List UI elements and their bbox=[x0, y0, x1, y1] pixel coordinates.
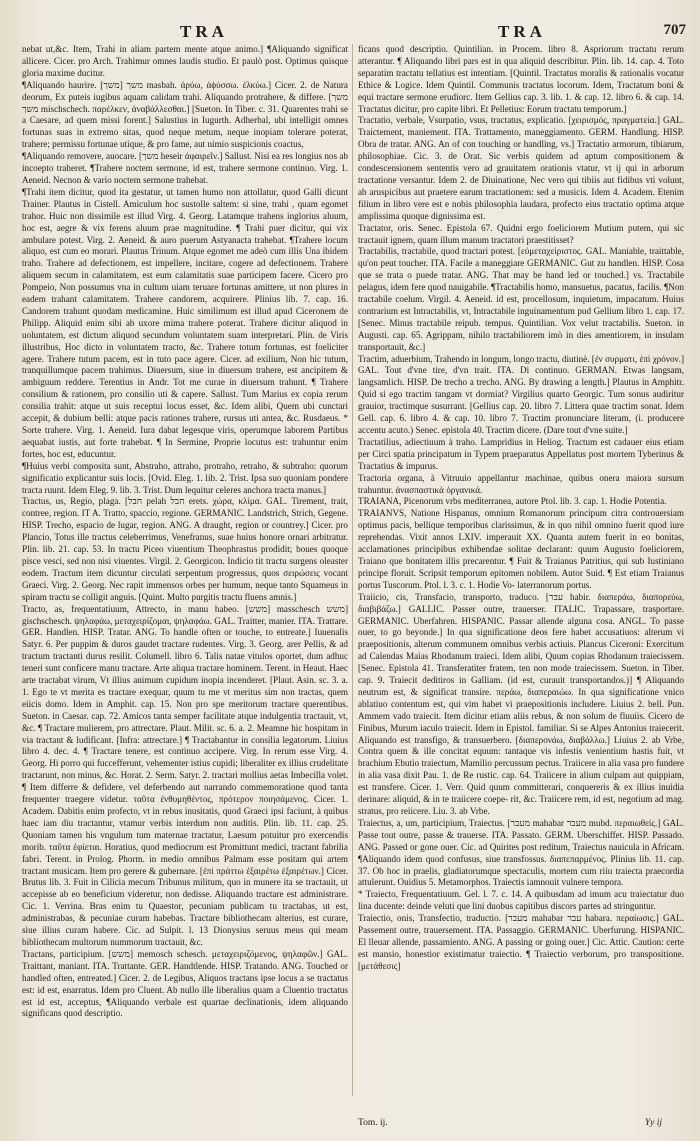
running-header bbox=[20, 22, 686, 42]
left-column bbox=[22, 44, 348, 1096]
column-divider bbox=[352, 44, 353, 1096]
entry-paragraph: ficans quod descriptio. Quintilian. in Procem. libro 8. Aspriorum tractatu rerum atterantur. ¶ Aliquando libri pars est in qua aliquid describitur. Plin. lib. 14. cap. 4. Toto separatim tractatu tellatius est intentiam. [Quintil. Tractatus moralis & rationalis vocatur Ethice & Logice. Idem Quintil. Communis tractatus locorum. Idem, Tractatum boni & equi tractare sermone erudiorc. Item Gellius cap. 3. lib. 1. & cap. 12. libro 6. & cap. 14. Tractatus dicitur, pro capite libri. Et Pelletius: Eorum tractatu temporum.] bbox=[358, 44, 684, 114]
entry-paragraph: Tracto, as, frequentatiuum, Attrecto, in manu habeo. [משש] masschesch משש] gischschesch. ψηλαφάω, μεταχειρίζομαι, ψηλαφάω. GAL. Traitter, manier. ITA. Trattare. GER. Handlen. HISP. Tratar. ANG. To handle often or touche, to entreate.] Iuuenalis Satyr. 6. Per puppim & duros gaudet tractare rudentes. Virg. 3. Georg. arer Pellis, & ad tractum tractanti durus resilit. Columell. libro 6. Talis natae vitulos oportet, dum adhuc teneri sunt conficere manu tractare. Arte aliqua tractare hominem. Terent. in Heaut. Haec arte tractabat virum, Vt illius animum cupidum inopia incenderet. [Plaut. Asin. sc. 3. a. 1. Ego te vt merita es tractare exequar, quum tu me vt meritus sim non tractas, quem eiicis domo. Idem in Amphit. cap. 15. Non pro spe meritorum tractare querentibus. Sueton. in Caesar. cap. 72. Amicos tanta semper facilitate atque indulgentia tractauit, vt, &c. ¶ Tractare mulierem, pro attrectare. Plaut. Milit. sc. 6. a. 2. Meamne hic hospitam in via tractant & ludificant. [Infra: attrectare.] ¶ Tractabantur in consilia legatorum. Liuius libro 4. dec. 4. ¶ Tractare tenere, est continuo accipere. Virg. In rerum esse Virg. 4. Georg. Hi porro qui fuccefferunt, vehementer istius cupidi; liberaliter ex illius crudelitate tractarunt, non minus, &c. Horat. 2. Serm. Satyr. 2. tractari mollius aetas Imbecilla volet. ¶ Item differre & defidere, vel deferbendo aut narrando commemoratione quod tanta frequenter traegere videtur. ταῦτα ἐνθυμηθέντος, πρότερον ποιησάμενος. Cicer. 1. Academ. Dabitis enim profecto, vt in rebus inusitatis, quod Graeci ipsi faciunt, à quibus haec iam diu tractantur, vtamur verbis interdum non auditis. Plin. lib. 11. cap. 25. Quoniam tamen his vngulum tum maternae tractatur, Laesum potuitur pro exercendis morib. ταῦτα ἐφίεται. Horatius, quod mediocrum est Promittunt medici, tractant fabrilia fabri. Terent. in Prolog. Phorm. in medio omnibus Palmam esse positam qui artem tractant musicam. Item pro gerere & gubernare. [ἐπὶ πράττω ἐξαιρέτω ἐξαιρέτων.] Cicer. Brutus lib. 3. Fuit in Cilicia mecum Tribunus militum, quo in munere ita se tractauit, ut accepisse ab eo beneficium videretur, non dedisse. Aliquando tractare est administrare. Cic. 1. Verrina. Bras enim tu Quaestor, pecuniam publicam tu tractabas, ut est, administrabas, & pecuniae curam habebas. Tractare bibliothecam alterius, est curare, siue illius curam habere. Cic. ad Sulpit. l. 13 Dionysius seruus meus qui meam bibliothecam multorum nummorum tractauit, &c. bbox=[22, 603, 348, 947]
entry-paragraph: Tractus, us, Regio, plaga. [חבל pelah חבל erets. χώρα, κλίμα. GAL. Tirement, trait, contree, region. IT A. Tratto, spaccio, regione. GERMANIC. Landstrich, Strich, Gegene. HISP. Trecho, espacio de lugar, region. ANG. A draught, region or countrey.] Cicer. pro Plancio, Totus ille tractus celeberrimus, Venefranus, suae huius honore ornari arbitratur. Plin. lib. 21. cap. 53. In tractu Piceo viuentium Theophrastus prodidit; boues quoque pisce vesci, sed non nisi viuentes. Virgil. 2. Georgicon. Indicio tit tractu surgens oleaster eodem. Tractum item dicuntur circulati serpentum progressus, quos σειρώσεις vocant Graeci. Virg. 2. Georg. Nec rapit immensos orbes per humum, neque tanto Squameus in spiram tractu se colligit anguis. [Quint. Multo purgitis tractu fluens amnis.] bbox=[22, 496, 348, 602]
entry-paragraph: ¶Aliquando haurire. [משך] משך masbah. ἀρύω, ἀϕύσσω. ἐλκύω.] Cicer. 2. de Natura deorum, Ex puteis iugibus aquam calidam trahi. Aliquando protrahere, & differe. [משך משך mischschech. παρέλκεν, ἀναβάλλεσθαι.] [Sueton. In Tiber. c. 31. Quarentes trahi se a Caesare, ad quem missi forent.] Salustius in Iugurth. Adherbal, ubi intelligit omnes fortunas suas in extremo sitas, quod neque metum, neque inopiam tolerare poterat, trahere; permissu fortunae utique, & pro fame, aut nimio suspicionis coactus, bbox=[22, 79, 348, 150]
entry-paragraph: Traiicio, cis, Transfacio, transporto, traduco. [עבר habir. διαπεράω, διαπορεύω, διαβιβάζω.] GALLIC. Passer outre, trauerser. ITALIC. Trapassare, trasportare. GERMANIC. Uberfahren. HISPANIC. Passar allende alguna cosa. ANGL. To passe ouer, to go beyonde.] In qua significatione deos fere habet accusatiuos: alterum vi praepositionis, alterum communem omnibus verbis actiuis. Plancus Ciceroni: Exercitum ad Calendas Maias Rhodanum traieci. Idem alibi, Quum copias Rhodanum traiecissem. [Senec. Epistola 41. Transferatiter fratem, ten non mode traiecissem. Sueton. in Tiber. cap. 9. Traiecit deditiros in Galliam. (id est, curauit transportandos.)] ¶ Aliquando neutrum est, & significat transire. περάω, διαπεραιώω. In qua significatione vnico ablatiuo contentum est, qui vim habet vi praepositionis includere. Liuius 2. bell. Pun. Ammem vado traiecit. Item dicitur etiam aliis rebus, & non solum de fluuiis. Cicero de Finibus, Murum iaculo traiecit. Idem in Epistol. familiar. Si se Alpes Antonius traiecerit. Aliquando est transfigo, & transuerbero. [διαπερονάω, διαβάλλω.] Liuius 2. ab Vrbe, Contra quem & ille concitat equum: tantaque vis infestis venientium hastis fuit, vt brachium Ebutio traiectum, Mamilio percussum pectus. Traiicere in alia vasa pro fundere in alia vasa dixit Pau. 1. de Re rustic. cap. 64. Traiicere in alium culpam aut quippiam, est transfere. Cicer. 1. Verr. Quid quum committerari, conquereris & ex illius inuidia derinare: aliquid, & in te traiicere coepe- rit, &c. Traiicere rem, id est, negotium ad mag. stratus, pro reiicere. Liu. 3. ab Vrbe. bbox=[358, 591, 684, 816]
headword-right: TRA bbox=[498, 22, 546, 41]
entry-paragraph: Traiectus, a, um, participium, Traiectus. [מעבר mahabar מעבר mubd. περαιωθείς.] GAL. Passe tout outre, passe & trauerse. ITA. Passato. GERM. Uberschiffet. HISP. Passado. ANG. Passed or gone ouer. Cic. ad Quirites post reditum, Traiectus nauicula in Africam. ¶Aliquando idem quod confusus, siue transfossus. διαπεπαρμένος. Plinius lib. 11. cap. 37. Ob hoc in praelis, gladiatorumque spectaculis, mortem cum riiu traiecta praecordia attulerunt. Ouidius 5. Metamorphos. Traiectis iamnouit vulnere tempora. bbox=[358, 817, 684, 888]
entry-paragraph: Tractoria organa, à Vitruuio appellantur machinae, quibus onera maiora sursum trahuntur. ἀνασπαστικὰ ὀργανικά. bbox=[358, 472, 684, 495]
entry-paragraph: TRAIANVS, Natione Hispanus, omnium Romanorum principum citra controuersiam optimus pacis, bellique temporibus clarissimus, & in quo nihil omnino fuerit quod iure reprehendas. Vixit annos LXIV. imperauit XX. Quanta autem fuerit in eo bonitas, acclamationes principibus exhibendae solitae declarant: quum Augusto foeliciorem, Traiano que bonitatem illis precarentur. ¶ Fuit & Traianus Patritius, qui sub Iustiniano principe floruit. Scripsit temporum epitomen nobilem. Autor Suid. ¶ Est etiam Traianus portus Tuscorum. Ptol. l. 3. c. 1. Hodie Vo- laterranorum portus. bbox=[358, 508, 684, 590]
entry-paragraph: Tractim, aduerbium, Trahendo in longum, longo tractu, diutinè. [ἐν συρματι, ἐπὶ χρόνον.] GAL. Tout d'vne tire, d'vn trait. ITA. Di continuo. GERMAN. Etwas langsam, langsamlich. HISP. De trecho a trecho. ANG. By drawing a length.] Plautus in Amphitr. Quid si ego tractim tangam vt dormiat? Virgilius quarto Georgic. Tum sonus audiritur grauior, tractimque susurrant. [Gellius cap. 20. libro 7. Littera quae tractim sonat. Idem Gell. cap. 6. libro 4. & cap. 10. libro 7. Tractim pronunciare literam, (i. producere accentu acuto.) Senec. epistola 40. Tractim dicere. (Dare tout d'vne suite.] bbox=[358, 353, 684, 435]
page-footer bbox=[358, 1118, 680, 1132]
entry-paragraph: Tractans, participium. [משש] memosch schesch. μεταχειριζόμενος, ψηλαφῶν.] GAL. Traittant, maniant. ITA. Trattante. GER. Handtlende. HISP. Tratando. ANG. Touched or handled often, entreated.] Cicer. 2. de Legibus, Aliquos tractans ipse locus a se tractatus est: id est, enarratus. Idem pro Cluent. Ab nullo ille liberalius quam a Cluentio tractatus est id est, acceptus, ¶Aliquando verbale est quartae declinationis, idem aliquando significans quod descriptio. bbox=[22, 948, 348, 1019]
page-number: 707 bbox=[663, 22, 686, 38]
catchword: Yy ij bbox=[644, 1118, 662, 1128]
entry-paragraph: Tractatilius, adiectiuum à traho. Lampridius in Heliog. Tractum est cadauer eius etiam per Circi spatia principatum in Typem praeparatus Appellatus post mortem Tyberinus & Tractatius & impurus. bbox=[358, 436, 684, 471]
headword-left: TRA bbox=[180, 22, 228, 41]
signature-mark: Tom. ij. bbox=[358, 1118, 388, 1128]
entry-paragraph: Traiectio, onis, Transfectio, traductio. [מעבר mahabar עבר habara. περαίωσις.] GAL. Passement outre, trauersement. ITA. Passaggio. GERMANIC. Uberfurung. HISPANIC. El lleuar allende, passamiento. ANG. A passing or going ouer.] Cic. Attic. Caution: certe est mansio, honestior existimatur traiectio. ¶ Traiectio verborum, pro transpositione. [μετάθεσις] bbox=[358, 913, 684, 971]
right-column bbox=[358, 44, 684, 1096]
entry-paragraph: * Traiecto, Frequentatiuum. Gel. l. 7. c. 14. A quibusdam ad imum acu traiectatur duo lina ducente: deinde veluti que lini duobus capitibus discors partes ad stringuntur. bbox=[358, 889, 684, 912]
entry-paragraph: Tractatio, verbale, Vsurpatio, vsus, tractatus, explicatio. [χειρισμός, πραγματεία.] GAL. Traictement, maniement. ITA. Trattamento, maneggiamento. GERM. Handlung. HISP. Obra de tratar. ANG. An of con touching or handling, vs.] Tractatio armorum, tibiarum, philosophiae. Cic. 3. de Orat. Sic verbis quidem ad aptum compositionem & condescensionem sententis vero ad grauitatem orationis vtatur, vt ij qui in arborum tractatione versantur. Idem 2. de Diuinatione, Nec vero qui tibiis aut fidibus vti volunt, ab aruspicibus aut praetere earum tractationem: sed a musicis. Idem 4. Academ. Etenim filium in libro vere est e nobis philosophia laudara, profecto eius tractatio optima atque amplissima quoque dignissima est. bbox=[358, 115, 684, 221]
entry-paragraph: nebat ut,&c. Item, Trahi in aliam partem mente atque animo.] ¶Aliquando significat allicere. Cicer. pro Arch. Trahimur omnes laudis studio. Et paulò post. Optimus quisque gloria maxime ducitur. bbox=[22, 44, 348, 78]
entry-paragraph: Tractator, oris. Senec. Epistola 67. Quidni ergo foeliciorem Mutium putem, qui sic tractauit ignem, quam illum manum tractatori praestitisset? bbox=[358, 222, 684, 245]
entry-paragraph: TRAIANA, Picenorum vrbs mediterranea, autore Ptol. lib. 3. cap. 1. Hodie Potentia. bbox=[358, 496, 667, 507]
entry-paragraph: Tractabilis, tractabile, quod tractari potest. [εὐμεταχείριστος. GAL. Maniable, traittable, qu'on peut toucher. ITA. Facile a maneggiare GERMANIC. Gut zu handlen. HISP. Cosa que se trata o puede tratar. ANG. That may be hand led or touched.] vs. Tractabile pelagus, idem fere quod nauigabile. ¶Tractabilis homo, mansuetus, pacatus, facilis. ¶Non tractabile coelum. Virgil. 4. Aeneid. id est, procellosum, inquietum, impacatum. Huius contrarium est Intractabilis, vt, Intractabile inguinamentum pud Gellium libro 1. cap. 17. [Senec. Minus tractabile reipub. tempus. Quintilian. Vox velut tractabilis. Sueton. in Augusti. cap. 65. Agrippam, nihilo tractabiliorem imò in dies amentiorem, in insulam transportauit, &c.] bbox=[358, 246, 684, 352]
entry-paragraph: ¶Trahi item dicitur, quod ita gestatur, ut tamen humo non attollatur, quod Galli dicunt Trainer. Plautus in Cistell. Amiculum hoc sustolle saltem: si sine, trahi , quam egomet trahor. Huic non dissimile est illud Virg. 4. Georg. Latamque trahens inglorius aluum, hoc est, aegre & vix ferens aluum prae magnitudine. ¶ Trahi puer dicitur, qui vix ambulare potest. Virg. 2. Aeneid. & auro puerum Astyanacta trahebat. ¶Trahere locum aliquo, est cum eo morari. Plautus Trinum. Atque egomet me adeò cum illis Una ibidem traho. Trahere ad defectionem, est impellere, incitare, cogere ad defectionem. Trahere aliquem secum in calamitatem, est eum calamitatis suae participem facere. Cicero pro Pompeio, Non possumus vna in cultum uiam teruare fortunas amittere, ut non plures in eadem trahant calamitatem. Trahere candorem, acquirere. Plinius lib. 7. cap. 16. Candorem trahunt quodam medicamine. Huic similimum est illud apud Ciceronem de Philipp. Aliquid enim sibi ab uxore mima trahere poterat. Trahere dicitur aliquod in uoluntatem, est dictum aliquod secundum voluntatem suam interpretari. Plin. de Viris illustribus, Hoc dicto in voluntatem tracto, &c. Trahere totum fortunas, est foeliciter agere. Trahere tutum pacem, est in tuto pace agere. Cicer. ad exilium, Non hic tutum, tranquillumque pacem trahimus. Diuersum, siue in diuersum trahere, est ancipitem & ambiguum reddere. Terentius in Andr. Tot me curae in diuersum trahunt. ¶ Trahere consilium & rationem, pro consilio uti & capere. Sallust. Tum Marius ex copia rerum consilia trahit: atque ut suis receptui locus esset, &c. Idem alibi, Quem ubi cunctari accepit, & dubium belli: atque pacis rationes trahere, rursus uti antea, &c. Rusdaeus. * Sorte trahere. Virg. 1. Aeneid. Iura dabat legesque viris, operumque laborem Partibus aequabat iustis, aut forte trahebat. ¶ In Sermine, Proprie locutus est: trahuntur enim fortes, hoc est, educuntur. bbox=[22, 186, 348, 459]
entry-paragraph: ¶Aliquando removere, auocare. [משך heseir ἀφαιρεῖν.] Sallust. Nisi ea res longius nos ab incoepto traheret. ¶Trahere noctem sermone, id est, trahere sermone continuo. Virg. 1. Aeneid. Necnon & vario noctem sermone trahebat. bbox=[22, 151, 348, 185]
entry-paragraph: ¶Huius verbi composita sunt, Abstraho, attraho, protraho, retraho, & subtraho: quorum significatio explicantur suis locis. [Ovid. Eleg. 1. lib. 2. Trist. Ipsa suo quoniam pondere tracta ruunt. Idem Eleg. 9. lib. 3. Trist. Dum lequitur celeres anchora tracta manus.] bbox=[22, 460, 348, 495]
